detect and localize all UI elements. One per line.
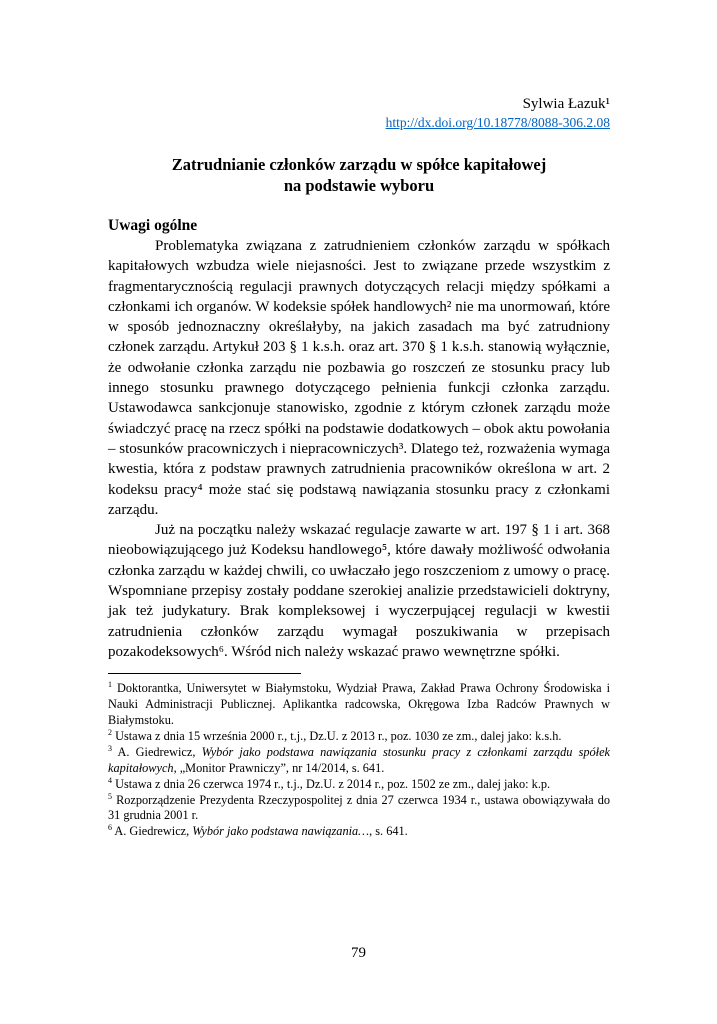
footnote-separator [108,673,301,674]
article-title-line1: Zatrudnianie członków zarządu w spółce kapitałowej [171,155,547,174]
paragraph-1: Problematyka związana z zatrudnieniem członków zarządu w spółkach kapitałowych wzbudza wiele niejasności. Jest to związane przede wszystkim z fragmentarycznością regulacji prawnych dotyczących relacji między spółkami a członkami ich organów. W kodeksie spółek handlowych² nie ma unormowań, które w sposób jednoznaczny określałyby, na jakich zasadach ma być zatrudniony członek zarządu. Artykuł 203 § 1 k.s.h. oraz art. 370 § 1 k.s.h. stanowią wyłącznie, że odwołanie członka zarządu nie pozbawia go roszczeń ze stosunku pracy lub innego stosunku prawnego dotyczącego pełnienia funkcji członka zarządu. Ustawodawca sankcjonuje stanowisko, zgodnie z którym członek zarządu może świadczyć pracę na rzecz spółki na podstawie dodatkowych – obok aktu powołania – stosunków pracowniczych i niepracowniczych³. Dlatego też, rozważenia wymaga kwestia, która z podstaw prawnych zatrudnienia pracowników określona w art. 2 kodeksu pracy⁴ może stać się podstawą nawiązania stosunku pracy z członkami zarządu. [108,238,610,518]
article-title [108,154,610,196]
article-title-line2: na podstawie wyboru [283,176,435,195]
footnote-3-tail: , „Monitor Prawniczy”, nr 14/2014, s. 641. [173,760,385,775]
footnote-6-tail: , s. 641. [369,824,408,839]
footnote-1-marker: 1 [108,680,112,690]
paragraph-2: Już na początku należy wskazać regulacje zawarte w art. 197 § 1 i art. 368 nieobowiązującego już Kodeksu handlowego⁵, które dawały możliwość odwołania członka zarządu w każdej chwili, co uwłaczało jego roszczeniom z umowy o pracę. Wspomniane przepisy zostały poddane szerokiej analizie przedstawicieli doktryny, jak też judykatury. Brak kompleksowej i wyczerpującej regulacji w kwestii zatrudnienia członków zarządu wymagał poszukiwania w przepisach pozakodeksowych⁶. Wśród nich należy wskazać prawo wewnętrzne spółki. [108,522,610,660]
footnote-2-text: Ustawa z dnia 15 września 2000 r., t.j., Dz.U. z 2013 r., poz. 1030 ze zm., dalej jako: k.s.h. [115,728,562,743]
footnote-2 [108,729,610,745]
footnote-4-text: Ustawa z dnia 26 czerwca 1974 r., t.j., Dz.U. z 2014 r., poz. 1502 ze zm., dalej jako: k.p. [115,776,551,791]
content-column [108,95,610,840]
footnote-3-title: Wybór jako podstawa nawiązania stosunku pracy z członkami zarządu spółek kapitałowych [108,744,610,775]
footnote-4-marker: 4 [108,775,112,785]
footnote-1-text: Doktorantka, Uniwersytet w Białymstoku, Wydział Prawa, Zakład Prawa Ochrony Środowiska i Nauki Administracji Publicznej. Aplikantka radcowska, Okręgowa Izba Radców Prawnych w Białymstoku. [108,681,611,728]
author-name: Sylwia Łazuk¹ [522,96,610,112]
footnote-2-marker: 2 [108,727,112,737]
doi-line [108,114,610,131]
footnote-4 [108,777,610,793]
footnote-5 [108,793,610,825]
footnote-3 [108,745,610,777]
footnote-6-text: A. Giedrewicz, [114,824,193,839]
footnote-3-marker: 3 [108,743,112,753]
footnote-6-title: Wybór jako podstawa nawiązania… [192,824,370,839]
page-number: 79 [351,945,366,961]
footnote-3-text: A. Giedrewicz, [117,744,202,759]
footnote-5-marker: 5 [108,791,112,801]
doi-link[interactable]: http://dx.doi.org/10.18778/8088-306.2.08 [385,115,610,130]
footnotes-section [108,673,610,840]
footnote-5-text: Rozporządzenie Prezydenta Rzeczypospolitej z dnia 27 czerwca 1934 r., ustawa obowiązywała do 31 grudnia 2001 r. [108,792,610,823]
footnote-1 [108,681,610,729]
footnote-6-marker: 6 [108,823,112,833]
section-heading: Uwagi ogólne [108,217,198,234]
footnote-6 [108,824,610,840]
